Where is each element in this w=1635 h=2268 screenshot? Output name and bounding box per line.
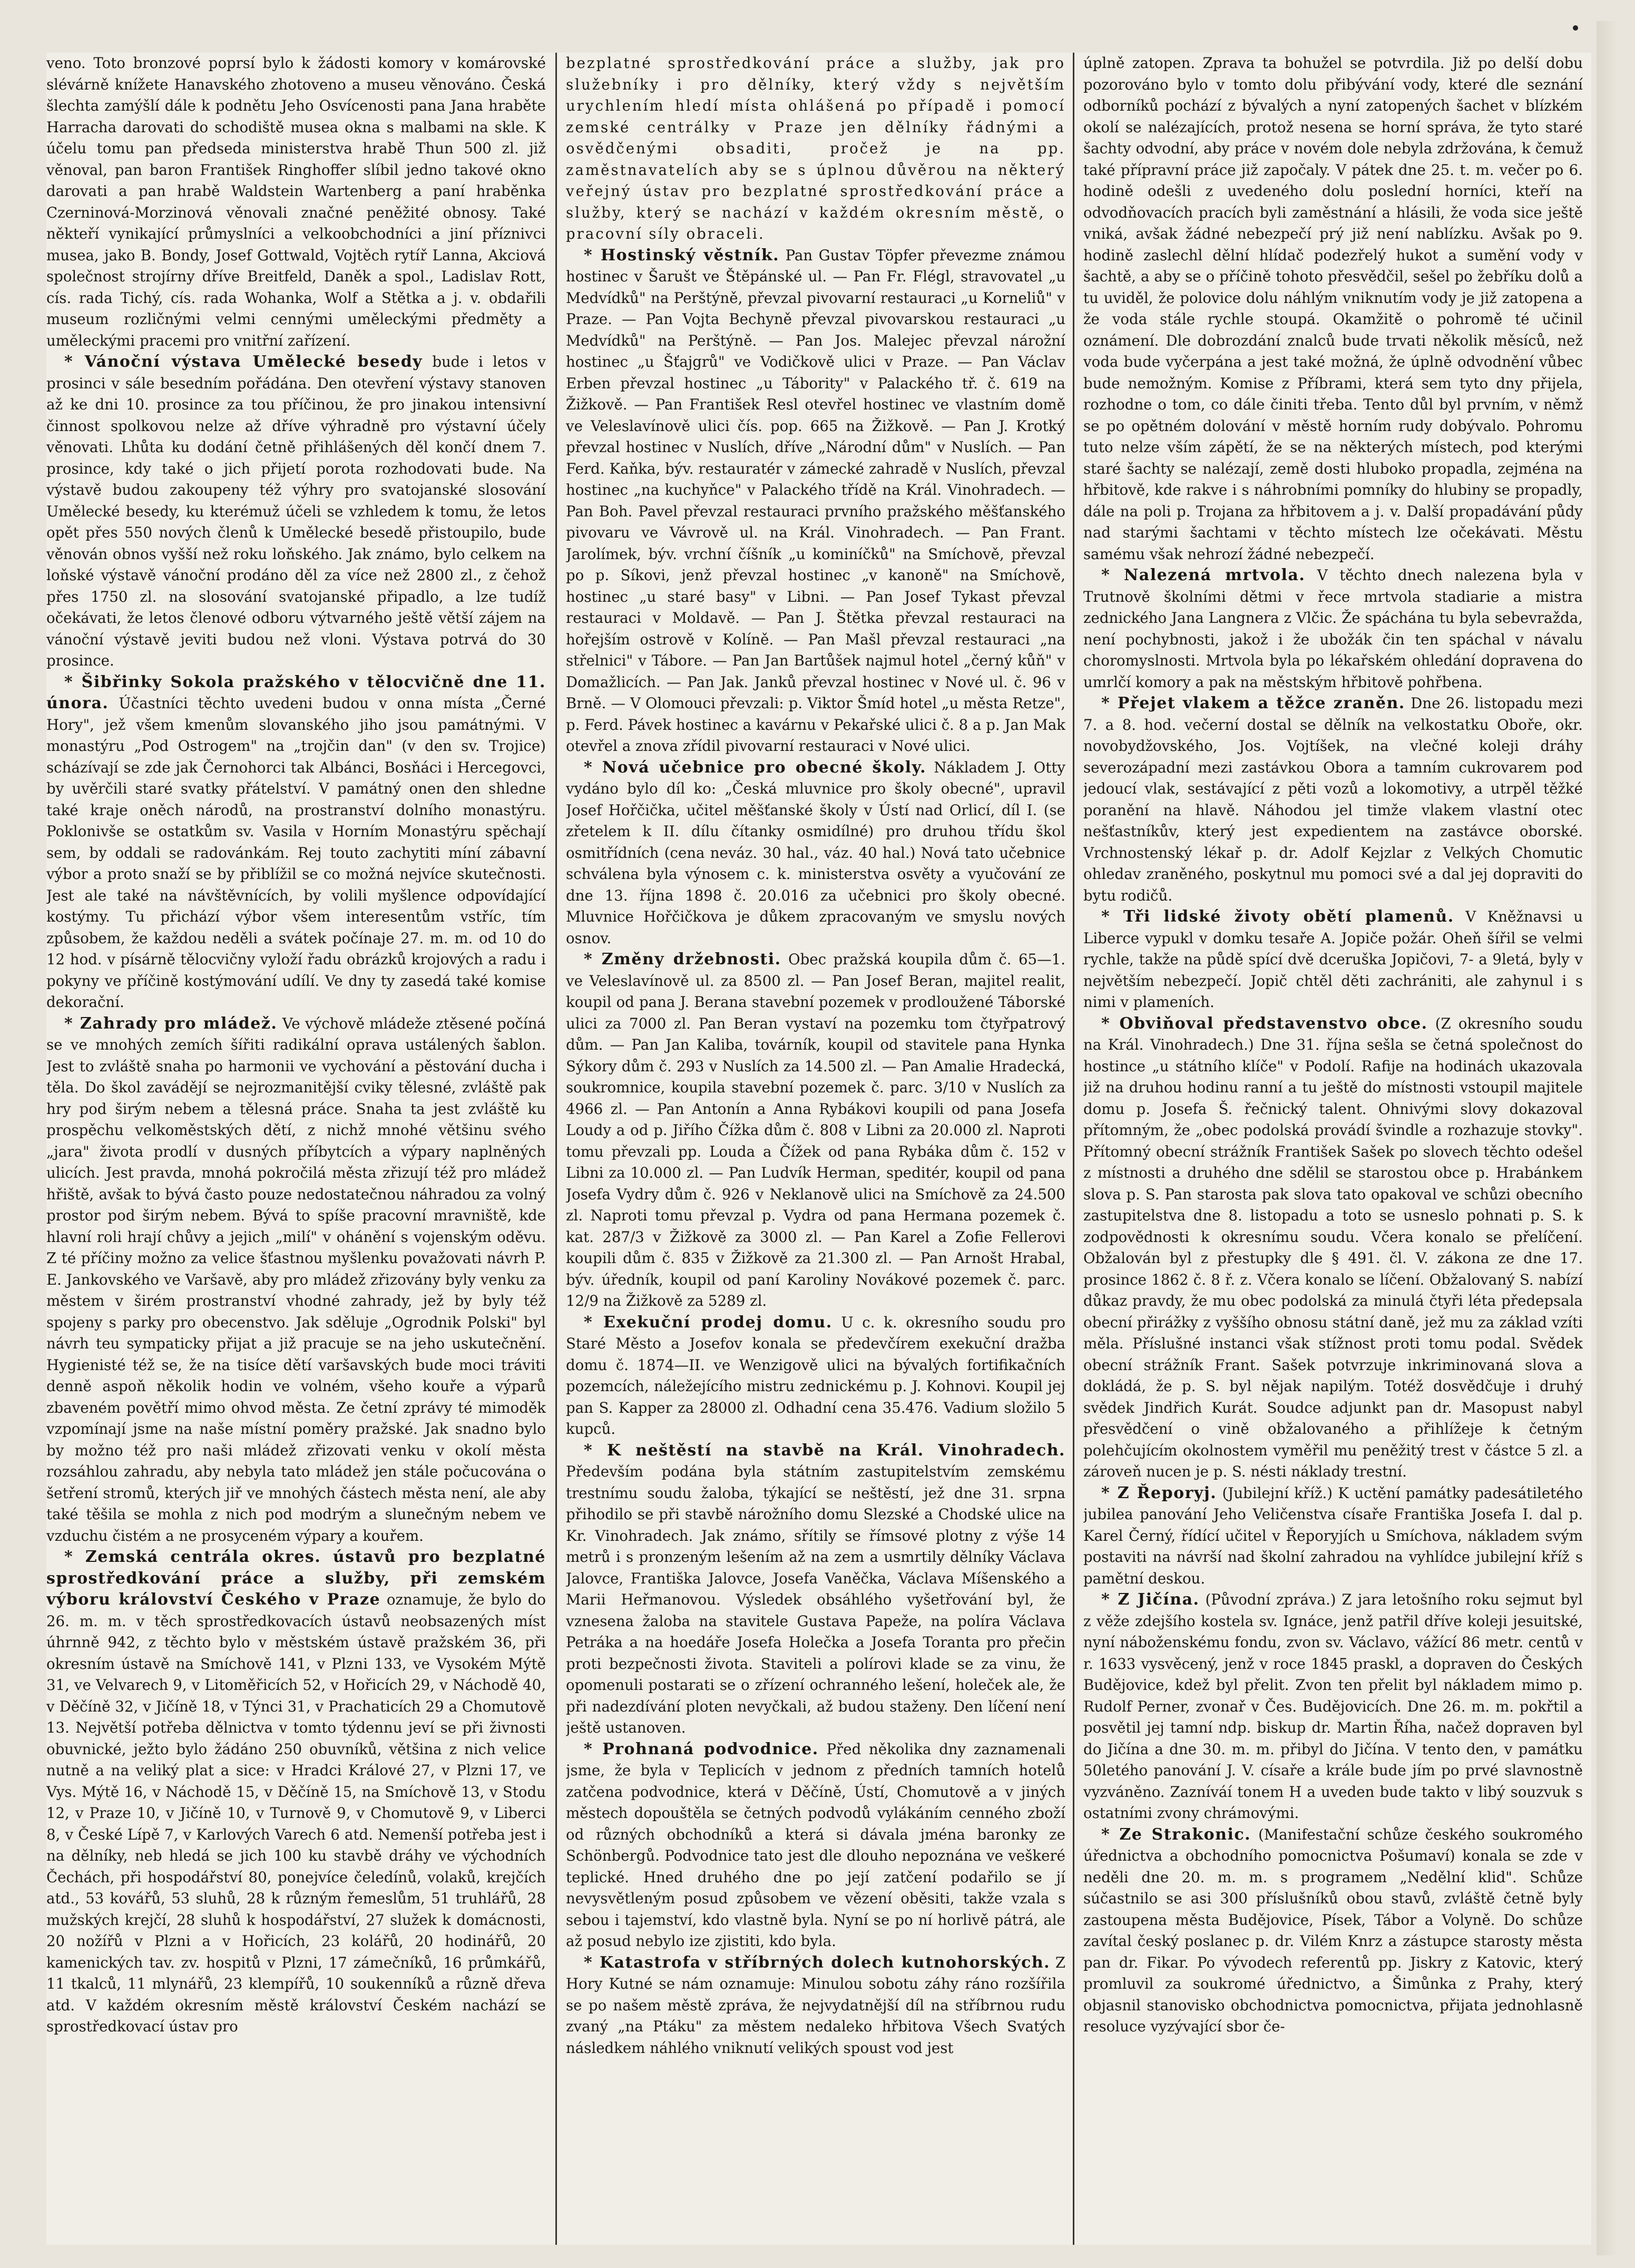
article-headline: * Tři lidské životy obětí plamenů. <box>1101 907 1454 926</box>
article-headline: * Přejet vlakem a těžce zraněn. <box>1101 694 1405 712</box>
column-2 <box>566 53 1065 2245</box>
article-body: Účastníci těchto uvedeni budou v onna místa „Černé Hory", jež všem kmenům slovanského jiho jsou památnými. V monastýru „Pod Ostrogem" na „trojčin dan" (v den sv. Trojice) scházívají se zde jak Černohorci tak Albánci, Bosňáci i Hercegovci, by uvěrčili staré svatky přátelství. V památný onen den shledne také kraje oněch národů, na prostranství dolního monastýru. Poklonivše se ostatkům sv. Vasila v Horním Monastýru spěchají sem, by oddali se radovánkám. Rej touto zachytiti míní zábavní výbor a proto snaží se by přiblížil se co možná nejvíce skutečnosti. Jest ale také na návštěvnících, by volili myšlence odpovídající kostýmy. Tu přichází výbor všem interesentům vstříc, tím způsobem, že každou neděli a svátek počínaje 27. m. m. od 10 do 12 hod. v písárně tělocvičny vyloží řadu obrázků krojových a radu i pokyny ve příčině kostýmování udílí. Ve dny ty zasedá také komise dekorační. <box>46 695 546 1011</box>
article-paragraph <box>1083 1824 1583 2038</box>
article-body: úplně zatopen. Zprava ta bohužel se potvrdila. Již po delší dobu pozorováno bylo v tomto dolu přibývání vody, které dle seznání odborníků pochází z bývalých a nyní zatopených šachet v blízkém okolí se nalézajících, protož nesena se horní správa, že tyto staré šachty odvodní, aby práce v novém dole nebyla zdržována, k čemuž také přípravní práce již započaly. V pátek dne 25. t. m. večer po 6. hodině odešli z uvedeného dolu poslední horníci, kteří na odvodňovacích pracích byli zaměstnání a hlásili, že voda sice ještě vniká, avšak žádné nebezpečí prý již není nablízku. Avšak po 9. hodině zaslechl dělní hlídač podezřelý hukot a sumění vody v šachtě, a aby se o příčině tohoto přesvědčil, sešel po žebříku dolů a tu uviděl, že polovice dolu náhlým vniknutím vody je již zatopena a že voda stále rychle stoupá. Okamžitě o pohromě té učinil oznámení. Dle dobrozdání znalců bude trvati několik měsíců, než voda bude vyčerpána a jest také možná, že úplně odvodnění vůbec bude nemožným. Komise z Příbrami, která sem tyto dny přijela, rozhodne o tom, co dále činiti třeba. Tento důl byl prvním, v němž se po opětném dolování v městě horním rudy dobývalo. Pohromu tuto nelze vším zápětí, že se na některých místech, pod kterými staré šachty se nalézají, země dosti hluboko propadla, zejména na hřbitově, kde rakve i s náhrobními pomníky do hlubiny se propadly, dále na poli p. Trojana za hřbitovem a j. v. Další propadávání půdy nad starými šachtami v těchto místech lze očekávati. Městu samému však nehrozí žádné nebezpečí. <box>1083 54 1583 563</box>
column-rule <box>1073 53 1074 2245</box>
article-headline: * Změny držebnosti. <box>584 950 781 969</box>
article-paragraph <box>1083 693 1583 906</box>
article-body: bezplatné sprostředkování práce a služby, jak pro služebníky i pro dělníky, který vždy s největším urychlením hledí místa ohlášená po případě i pomocí zemské centrálky v Praze jen dělníky řádnými a osvědčenými obsaditi, pročež je na pp. zaměstnavatelích aby se s úplnou důvěrou na některý veřejný ústav pro bezplatné sprostředkování práce a služby, který se nachází v každém okresním městě, o pracovní síly obraceli. <box>566 54 1065 242</box>
article-headline: * Z Jičína. <box>1101 1590 1200 1609</box>
newspaper-page <box>46 53 1591 2245</box>
page-edge <box>1597 21 1618 2255</box>
article-body: U c. k. okresního soudu pro Staré Město a Josefov konala se předevčírem exekuční dražba domu č. 1874—II. ve Wenzigově ulici na bývalých fortifikačních pozemcích, náležejícího mistru zednickému p. J. Kohnovi. Koupil jej pan S. Kapper za 28000 zl. Odhadní cena 35.476. Vadium složilo 5 kupců. <box>566 1313 1065 1438</box>
article-headline: * Zahrady pro mládež. <box>64 1014 278 1033</box>
article-body: veno. Toto bronzové poprsí bylo k žádosti komory v komárovské slévárně knížete Hanavského zhotoveno a museu věnováno. Česká šlechta zamýšlí dále k podnětu Jeho Osvícenosti pana Jana hraběte Harracha darovati do schodiště musea okna s malbami na skle. K účelu tomu pan předseda ministerstva hrabě Thun 500 zl. již věnoval, pan baron František Ringhoffer slíbil jedno takové okno darovati a pan hrabě Waldstein Wartenberg a paní hraběnka Czerninová-Morzinová věnovali značné peněžité obnosy. Také někteří vynikající průmyslníci a velkoobchodníci a jiní příznivci musea, jako B. Bondy, Josef Gottwald, Vojtěch rytíř Lanna, Akciová společnost strojírny dříve Breitfeld, Daněk a spol., Ladislav Rott, cís. rada Tichý, cís. rada Wohanka, Wolf a Stětka a j. v. obdařili museum rozličnými velmi cennými uměleckými předměty a uměleckými pracemi pro vnitřní zařízení. <box>46 54 546 349</box>
article-body: V těchto dnech nalezena byla v Trutnově školními dětmi v řece mrtvola stadiarie a mistra zednického Jana Langnera z Vlčic. Že spáchána tu byla sebevražda, není pochybnosti, jakož i že ubožák čin ten spáchal v návalu choromyslnosti. Mrtvola byla po lékařském ohledání dopravena do umrlčí komory a pak na městským hřbitově pohřbena. <box>1083 566 1583 691</box>
article-paragraph <box>566 757 1065 950</box>
article-paragraph <box>1083 1483 1583 1590</box>
article-paragraph <box>566 1312 1065 1440</box>
article-body: (Původní zpráva.) Z jara letošního roku sejmut byl z věže zdejšího kostela sv. Ignáce, jenž patřil dříve koleji jesuitské, nyní náboženskému fondu, zvon sv. Václavo, vážící 86 metr. centů v r. 1633 vysvěcený, jenž v roce 1845 praskl, a dopraven do Českých Budějovice, kdež byl přelit. Zvon ten přelit byl nákladem mimo p. Rudolf Perner, zvonař v Čes. Budějovicích. Dne 26. m. m. pokřtil a posvětil jej tamní ndp. biskup dr. Martin Říha, načež dopraven byl do Jičína a dne 30. m. m. přibyl do Jičína. V tento den, v památku 50letého panování J. V. císaře a krále bude jím po prvé slavnostně vyzváněno. Zazníváí tonem H a uveden bude takto v libý souzvuk s ostatními zvony chrámovými. <box>1083 1591 1583 1822</box>
article-headline: * Ze Strakonic. <box>1101 1825 1251 1844</box>
article-headline: * Šibřinky Sokola pražského v tělocvičně dne 11. února. <box>46 672 546 712</box>
column-rule <box>555 53 557 2245</box>
article-paragraph <box>566 245 1065 757</box>
article-body: Z Hory Kutné se nám oznamuje: Minulou sobotu záhy ráno rozšířila se po našem městě zpráva, že nejvydatnější díl na stříbrnou rudu zvaný „na Ptáku" za městem nedaleko hřbitova Všech Svatých následkem náhlého vniknutí velikých spoust vod jest <box>566 1953 1065 2057</box>
article-headline: * Hostinský věstník. <box>584 246 780 265</box>
article-body: bude i letos v prosinci v sále besedním pořádána. Den otevření výstavy stanoven až ke dni 10. prosince za tou příčinou, že pro jinakou intensivní činnost spolkovou nelze až dříve výhradně pro výstavní účely věnovati. Lhůta ku dodání četně přihlášených děl končí dnem 7. prosince, kdy také o jich přijetí porota rozhodovati bude. Na výstavě budou zakoupeny též výhry pro svatojanské slosování Umělecké besedy, ku kterémuž účeli se vzhledem k tomu, že letos opět přes 550 nových členů k Umělecké besedě přistoupilo, bude věnován obnos vyšší než roku loňského. Jak známo, bylo celkem na loňské výstavě vánoční prodáno děl za více než 2800 zl., z čehož přes 1750 zl. na slosování svatojanské připadlo, a lze tudíž očekávati, že letos členové odboru výtvarného ještě větší zájem na vánoční výstavě jeviti budou než vloni. Výstava potrvá do 30 prosince. <box>46 353 546 669</box>
article-headline: * Obviňoval představenstvo obce. <box>1101 1014 1428 1033</box>
article-paragraph <box>1083 53 1583 565</box>
article-headline: * Z Řeporyj. <box>1101 1483 1217 1502</box>
article-paragraph <box>46 672 546 1013</box>
article-body: V Kněžnavsi u Liberce vypukl v domku tesaře A. Jopiče požár. Oheň šířil se velmi rychle, takže na půdě spící dvě dceruška Jopičovi, 7- a 9letá, byly v největším nebezpečí. Jopič chtěl děti zachrániti, ale zahynul i s nimi v plameních. <box>1083 908 1583 1011</box>
article-body: Nákladem J. Otty vydáno bylo díl ko: „Česká mluvnice pro školy obecné", upravil Josef Hořčička, učitel měšťanské školy v Ústí nad Orlicí, díl I. (se zřetelem k II. dílu čítanky osmidílné) pro druhou třídu škol osmitřídních (cena neváz. 30 hal., váz. 40 hal.) Nová tato učebnice schválena byla výnosem c. k. ministerstva osvěty a vyučování ze dne 13. října 1898 č. 20.016 za učebnici pro školy obecné. Mluvnice Hořčičkova je důkem zpracovaným ve smyslu nových osnov. <box>566 758 1065 947</box>
article-headline: * Zemská centrála okres. ústavů pro bezplatné sprostředkování práce a služby, při zemském výboru království Českého v Praze <box>46 1548 546 1609</box>
article-paragraph <box>46 53 546 351</box>
article-headline: * Katastrofa v stříbrných dolech kutnohorských. <box>584 1953 1051 1972</box>
column-3 <box>1083 53 1583 2245</box>
article-body: Před několika dny zaznamenali jsme, že byla v Teplicích v jednom z předních tamních hotelů zatčena podvodnice, která v Děčíně, Ústí, Chomutově a v jiných městech dopouštěla se četných podvodů vylákáním cenného zboží od různých obchodníků a která si dávala jména baronky ze Schönbergů. Podvodnice tato jest dle dlouho nepoznána ve veškeré teplické. Hned druhého dne po její zatčení podařilo se jí nevysvětleným posud způsobem ve vězení oběsiti, takže vzala s sebou i tajemství, kdo vlastně byla. Nyní se po ní horlivě pátrá, ale až posud nebylo ize zjistiti, kdo byla. <box>566 1740 1065 1950</box>
article-headline: * Nalezená mrtvola. <box>1101 566 1306 584</box>
article-paragraph <box>566 1440 1065 1739</box>
article-paragraph <box>46 1013 546 1547</box>
article-paragraph <box>566 1952 1065 2059</box>
article-headline: * Vánoční výstava Umělecké besedy <box>64 353 423 371</box>
article-body: Obec pražská koupila dům č. 65—1. ve Veleslavínově ul. za 8500 zl. — Pan Josef Beran, majitel realit, koupil od pana J. Berana stavební pozemek v prodloužené Táborské ulici za 7000 zl. Pan Beran vystaví na pozemku tom čtyřpatrový dům. — Pan Jan Kaliba, továrník, koupil od stavitele pana Hynka Sýkory dům č. 293 v Nuslích za 14.500 zl. — Pan Amalie Hradecká, soukromnice, koupila stavební pozemek č. parc. 3/10 v Nuslích za 4966 zl. — Pan Antonín a Anna Rybákovi koupili od pana Josefa Loudy a od p. Jiřího Čížka dům č. 808 v Libni za 20.000 zl. Naproti tomu převzali pp. Louda a Čížek od pana Rybáka dům č. 152 v Libni za 10.000 zl. — Pan Ludvík Herman, speditér, koupil od pana Josefa Vydry dům č. 926 v Neklanově ulici na Smíchově za 24.500 zl. Naproti tomu převzal p. Vydra od pana Hermana pozemek č. kat. 287/3 v Žižkově za 3000 zl. — Pan Karel a Zofie Fellerovi koupili dům č. 835 v Žižkově za 21.300 zl. — Pan Arnošt Hrabal, býv. úředník, koupil od paní Karoliny Novákové pozemek č. parc. 12/9 na Žižkově za 5289 zl. <box>566 951 1065 1309</box>
article-body: Především podána byla státním zastupitelstvím zemskému trestnímu soudu žaloba, týkající se neštěstí, jež dne 31. srpna přihodilo se při stavbě nárožního domu Slezské a Chodské ulice na Kr. Vinohradech. Jak známo, sřítily se římsové plotny z výše 14 metrů i s pronzeným lešením až na zem a usmrtily dělníky Václava Jalovce, Františka Jalovce, Josefa Vaněčka, Václava Míšenského a Marii Heřmanovou. Výsledek obsáhlého vyšetřování byl, že vznesena žaloba na stavitele Gustava Papeže, na políra Václava Petráka a na hoedáře Josefa Holečka a Josefa Toranta pro přečin proti bezpečnosti života. Staviteli a polírovi klade se za vinu, že opomenuli postarati se o zřízení ochranného lešení, holeček ale, že při nadezdívání ploten nevyčkali, až budou staženy. Den líčení není ještě ustanoven. <box>566 1463 1065 1736</box>
article-paragraph <box>1083 1589 1583 1824</box>
article-body: (Z okresního soudu na Král. Vinohradech.) Dne 31. října sešla se četná společnost do hostince „u státního klíče" v Podolí. Rafije na hodinách ukazovala již na druhou hodinu ranní a tu ještě do místnosti vstoupil majitele domu p. Josefa Š. řečnický talent. Ohnivými slovy dokazoval přítomným, že „obec podolská provádí švindle a rozhazuje stovky". Přítomný obecní strážník František Sašek po slovech těchto odešel z místnosti a druhého dne sdělil se starostou obce p. Hrabánkem slova p. S. Pan starosta pak slova tato opakoval ve schůzi obecního zastupitelstva dne 8. listopadu a toto se usneslo pohnati p. S. k zodpovědnosti k okresnímu soudu. Včera konalo se přelíčení. Obžalován byl z přestupky dle § 491. čl. V. zákona ze dne 17. prosince 1862 č. 8 ř. z. Včera konalo se líčení. Obžalovaný S. nabízí důkaz pravdy, že mu obec podolská za minulá čtyři léta předepsala obecní přirážky z vyššího obnosu státní daně, jež mu za základ vzíti měla. Příslušné instanci však stížnost proti tomu podal. Svědek obecní strážník Frant. Sašek potvrzuje inkriminovaná slova a dokládá, že p. S. byl nějak napilým. Totéž dosvědčuje i druhý svědek Jindřich Kurát. Soudce adjunkt pan dr. Masopust nabyl přesvědčení o vině obžalovaného a přihlížeje k četným polehčujícím okolnostem vyměřil mu peněžitý trest v částce 5 zl. a zároveň nucen je p. S. nésti náklady trestní. <box>1083 1014 1583 1480</box>
article-body: Dne 26. listopadu mezi 7. a 8. hod. večerní dostal se dělník na velkostatku Oboře, okr. novobydžovského, Jos. Vojtíšek, na vlečné koleji dráhy severozápadní mezi zastávkou Obora a tamním cukrovarem pod jedoucí vlak, sestávající z pěti vozů a lokomotivy, a utrpěl těžké poranění na hlavě. Náhodou jel timže vlakem vlastní otec nešťastníkův, který jest expedientem na zastávce oborské. Vrchnostenský lékař p. dr. Adolf Kejzlar z Velkých Chomutic ohledav zraněného, poskytnul mu pomoci své a dal jej dopraviti do bytu rodičů. <box>1083 695 1583 904</box>
article-headline: * Nová učebnice pro obecné školy. <box>584 758 927 777</box>
article-paragraph <box>1083 565 1583 693</box>
column-1 <box>46 53 546 2245</box>
article-headline: * Prohnaná podvodnice. <box>584 1739 819 1758</box>
article-body: (Manifestační schůze českého soukromého úřednictva a obchodního pomocnictva Pošumaví) konala se zde v neděli dne 20. m. m. s programem „Nedělní klid". Schůze súčastnilo se asi 300 příslušníků obou stavů, zvláště četně byly zastoupena města Budějovice, Písek, Tábor a Volyně. Do schůze zavítal český poslanec p. dr. Vilém Knrz a zástupce starosty města pan dr. Fikar. Po vývodech referentů pp. Jiskry z Katovic, který promluvil za soukromé úřednictvo, a Šimůnka z Prahy, který objasnil stanovisko obchodnictva pomocnictva, přijata jednohlasně resoluce vyzývající sbor če- <box>1083 1825 1583 2035</box>
page-mark-dot <box>1573 25 1578 31</box>
article-paragraph <box>46 351 546 672</box>
article-paragraph <box>1083 906 1583 1013</box>
article-body: Ve výchově mládeže ztěsené počíná se ve mnohých zemích šířiti radikální oprava ustálených šablon. Jest to zvláště snaha po harmonii ve vychování a pěstování ducha i těla. Do škol zavádějí se nejrozmanitější cviky tělesné, zvláště pak hry pod širým nebem a tělesná práce. Snaha ta jest zvláště ku prospěchu velkoměstských dětí, z nichž mnohé většinu svého „jara" života prodlí v dusných příbytcích a výpary naplněných ulicích. Jest pravda, mnohá pokročilá města zřizují též pro mládež hřiště, avšak to bývá často pouze nedostatečnou náhradou za volný prostor pod širým nebem. Bývá to spíše pracovní mravniště, kde hlavní roli hrají chůvy a jejich „milí" v ohánění s vojenským oděvu. Z té příčiny možno za velice šťastnou myšlenku považovati návrh P. E. Jankovského ve Varšavě, aby pro mládež zřizovány byly venku za městem v širém prostranství vhodné zahrady, jež by byly též spojeny s parky pro obecenstvo. Jak sděluje „Ogrodnik Polski" byl návrh teu sympaticky přijat a již pracuje se na jeho uskutečnění. Hygienisté též se, že na tisíce dětí varšavských bude moci tráviti denně aspoň několik hodin ve volném, všeho kouře a výparů zbaveném povětří mimo ohvod města. Ze četní zprávy té mimoděk vzpomínají jsme na naše místní poměry pražské. Jak snadno bylo by možno též pro naši mládež zřizovati venku v okolí města rozsáhlou zahradu, aby nebyla tato mládež jen stále počucována o šetření stromů, kterých jiř ve mnohých částech města není, ale aby také těšila se mohla z nich pod modrým a slunečným nebem ve vzduchu čistém a ne prosyceném výpary a kouřem. <box>46 1014 546 1544</box>
article-paragraph <box>566 1739 1065 1952</box>
article-headline: * K neštěstí na stavbě na Král. Vinohradech. <box>584 1441 1065 1460</box>
article-paragraph <box>46 1547 546 2038</box>
article-body: (Jubilejní kříž.) K uctění památky padesátiletého jubilea panování Jeho Veličenstva císaře Františka Josefa I. dal p. Karel Černý, řídící učitel v Řeporyjích u Smíchova, nákladem svým postaviti na návrší nad školní zahradou na vyhlídce jubilejní kříž s pamětní deskou. <box>1083 1484 1583 1587</box>
article-paragraph <box>566 53 1065 245</box>
article-paragraph <box>1083 1013 1583 1483</box>
article-body: Pan Gustav Töpfer převezme známou hostinec v Šarušt ve Štěpánské ul. — Pan Fr. Flégl, stravovatel „u Medvídků" na Perštýně, převzal pivovarní restauraci „u Korneliů" v Praze. — Pan Vojta Bechyně převzal pivovarskou restauraci „u Medvídků" na Perštýně. — Pan Jos. Malejec převzal nárožní hostinec „u Šťajgrů" ve Vodičkově ulici v Praze. — Pan Václav Erben převzal hostinec „u Tábority" v Palackého tř. č. 619 na Žižkově. — Pan František Resl otevřel hostinec ve vlastním domě ve Veleslavínově ulici čís. pop. 665 na Žižkově. — Pan J. Krotký převzal hostinec v Nuslích, dříve „Národní dům" v Nuslích. — Pan Ferd. Kaňka, býv. restauratér v zámecké zahradě v Nuslích, převzal hostinec „na kuchyňce" v Palackého třídě na Král. Vinohradech. — Pan Boh. Pavel převzal restauraci prvního pražského měšťanského pivovaru ve Vávrově ul. na Král. Vinohradech. — Pan Frant. Jarolímek, býv. vrchní číšník „u kominíčků" na Smíchově, převzal po p. Síkovi, jenž převzal hostinec „v kanoně" na Smíchově, hostinec „u staré basy" v Libni. — Pan Josef Tykast převzal restauraci v Moldavě. — Pan J. Štětka převzal restauraci na hořejším ostrově v Kolíně. — Pan Mašl převzal restauraci „na střelnici" v Tábore. — Pan Jan Bartůšek najmul hotel „černý kůň" v Domažlicích. — Pan Jak. Janků převzal hostinec v Nové ul. č. 96 v Brně. — V Olomouci převzali: p. Viktor Šmíd hotel „u města Retze", p. Ferd. Pávek hostinec a kavárnu v Pekařské ulici č. 8 a p. Jan Mak otevřel a znova zřídil pivovarní restauraci v Nové ulici. <box>566 246 1065 755</box>
article-body: oznamuje, že bylo do 26. m. m. v těch sprostředkovacích ústavů neobsazených míst úhrnně 942, z těchto bylo v městském ústavě pražském 36, při okresním ústavě na Smíchově 141, v Plzni 133, ve Vysokém Mýtě 31, ve Velvarech 9, v Litoměřicích 52, v Hořicích 29, v Náchodě 40, v Děčíně 32, v Jičíně 18, v Týnci 31, v Prachaticích 29 a Chomutově 13. Největší potřeba dělnictva v tomto týdennu jeví se při živnosti obuvnické, ježto bylo žádáno 250 obuvníků, většina z nich velice nutně a na veliký plat a sice: v Hradci Králové 27, v Plzni 17, ve Vys. Mýtě 16, v Náchodě 15, v Děčíně 15, na Smíchově 13, v Stodu 12, v Praze 10, v Jičíně 10, v Turnově 9, v Chomutově 9, v Liberci 8, v České Lípě 7, v Karlových Varech 6 atd. Nemenší potřeba jest i na dělníky, neb hledá se jich 100 ku stavbě dráhy ve východních Čechách, při hospodářství 80, ponejvíce čeledínů, volaků, krejčích atd., 53 kovářů, 53 sluhů, 28 k různým řemeslům, 51 truhlářů, 28 mužských krejčí, 28 sluhů k hospodářství, 27 služek k domácnosti, 20 nožířů v Plzni a v Hořicích, 23 kolářů, 20 hodinářů, 20 kamenických tav. zv. hospitů v Plzni, 17 zámečníků, 16 průmkářů, 11 tkalců, 11 mlynářů, 23 klempířů, 10 soukenníků a různě dřeva atd. V každém okresním městě království Českém nachází se sprostředkovací ústav pro <box>46 1591 546 2035</box>
article-headline: * Exekuční prodej domu. <box>584 1313 833 1332</box>
article-paragraph <box>566 949 1065 1312</box>
